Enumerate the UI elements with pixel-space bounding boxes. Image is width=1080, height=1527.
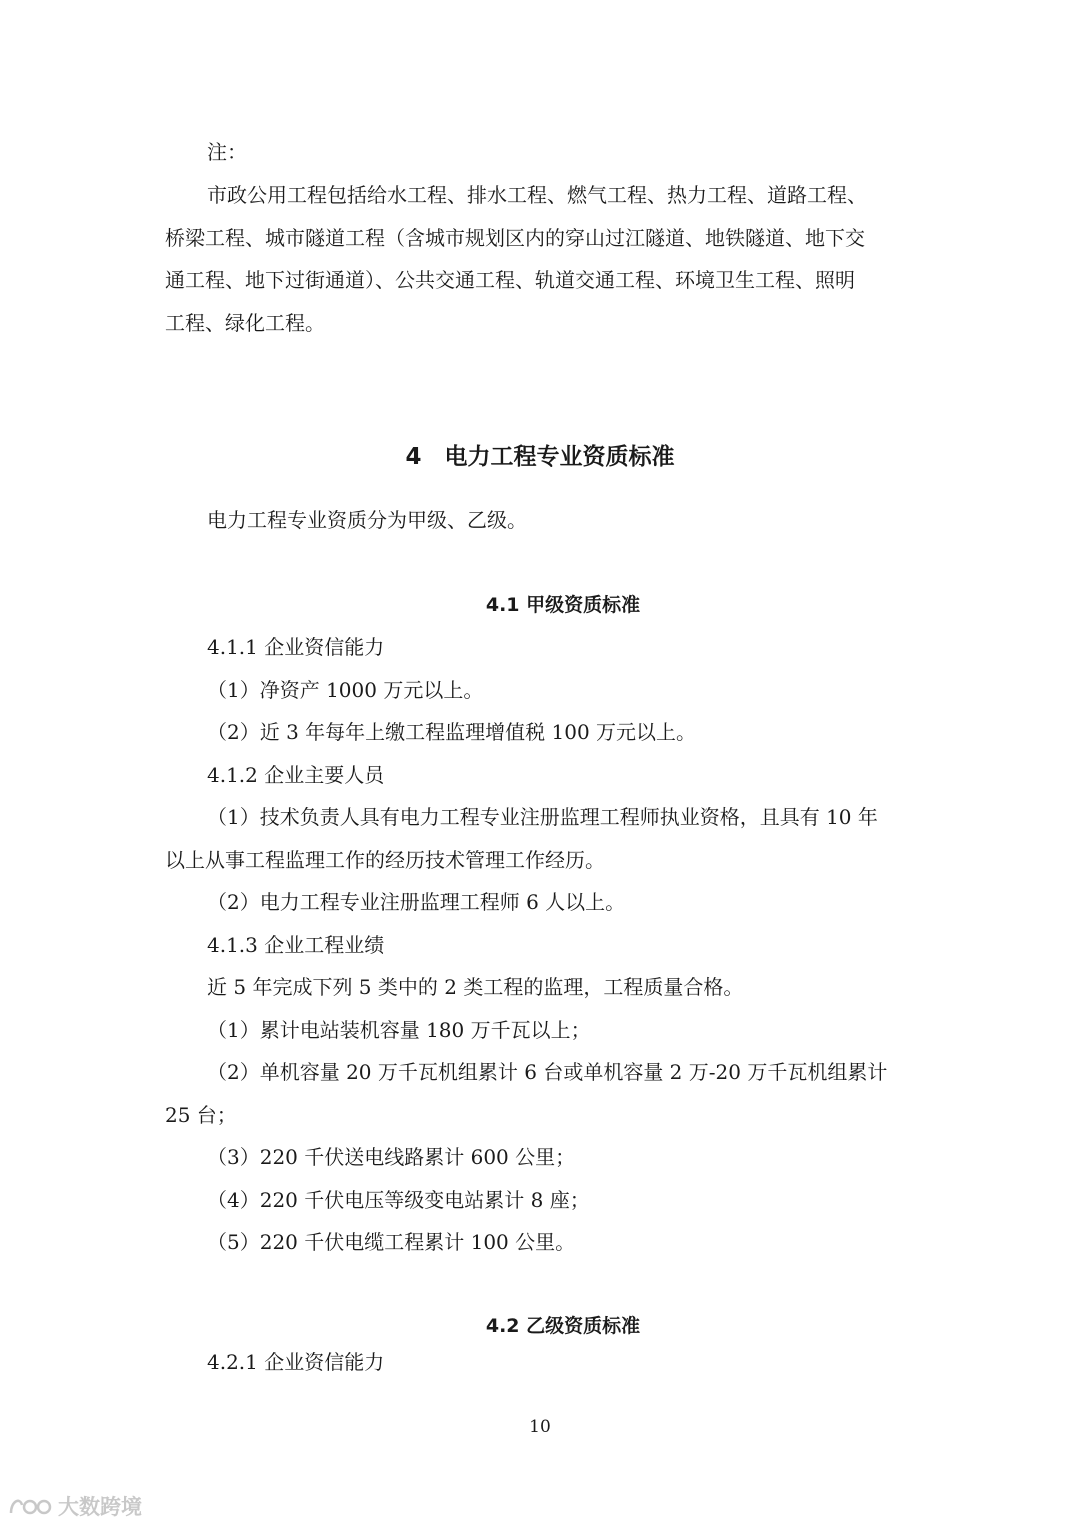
note-line-1: 市政公用工程包括给水工程、排水工程、燃气工程、热力工程、道路工程、 xyxy=(207,183,867,207)
page-number: 10 xyxy=(529,1417,551,1437)
section-4-2-1-title: 4.2.1 企业资信能力 xyxy=(207,1350,385,1374)
section-4-1-3-item-4: （4）220 千伏电压等级变电站累计 8 座； xyxy=(207,1188,590,1212)
section-4-1-2-item-1-line-2: 以上从事工程监理工作的经历技术管理工作经历。 xyxy=(165,848,605,872)
watermark-text: 大数跨境 xyxy=(58,1495,142,1519)
note-line-4: 工程、绿化工程。 xyxy=(165,311,325,335)
note-line-3: 通工程、地下过街通道）、公共交通工程、轨道交通工程、环境卫生工程、照明 xyxy=(165,268,855,292)
note-label: 注： xyxy=(207,140,247,164)
section-4-1-3-item-5: （5）220 千伏电缆工程累计 100 公里。 xyxy=(207,1230,576,1254)
logo-icon xyxy=(8,1493,54,1519)
section-4-1-2-title: 4.1.2 企业主要人员 xyxy=(207,763,385,787)
section-4-1-3-item-3: （3）220 千伏送电线路累计 600 公里； xyxy=(207,1145,576,1169)
section-4-1-1-title: 4.1.1 企业资信能力 xyxy=(207,635,385,659)
section-4-1-3-item-2-line-1: （2）单机容量 20 万千瓦机组累计 6 台或单机容量 2 万-20 万千瓦机组累计 xyxy=(207,1060,888,1084)
section-4-2-heading: 4.2 乙级资质标准 xyxy=(485,1315,641,1337)
section-4-intro: 电力工程专业资质分为甲级、乙级。 xyxy=(207,508,527,532)
section-4-1-1-item-2: （2）近 3 年每年上缴工程监理增值税 100 万元以上。 xyxy=(207,720,697,744)
section-4-1-3-item-1: （1）累计电站装机容量 180 万千瓦以上； xyxy=(207,1018,591,1042)
section-4-1-1-item-1: （1）净资产 1000 万元以上。 xyxy=(207,678,484,702)
note-line-2: 桥梁工程、城市隧道工程（含城市规划区内的穿山过江隧道、地铁隧道、地下交 xyxy=(165,226,865,250)
section-4-1-heading: 4.1 甲级资质标准 xyxy=(485,594,641,616)
section-4-1-2-item-2: （2）电力工程专业注册监理工程师 6 人以上。 xyxy=(207,890,626,914)
section-4-heading: 4 电力工程专业资质标准 xyxy=(405,444,675,470)
watermark xyxy=(8,1491,142,1521)
section-4-1-3-title: 4.1.3 企业工程业绩 xyxy=(207,933,385,957)
section-4-1-2-item-1-line-1: （1）技术负责人具有电力工程专业注册监理工程师执业资格，且具有 10 年 xyxy=(207,805,878,829)
section-4-1-3-intro: 近 5 年完成下列 5 类中的 2 类工程的监理，工程质量合格。 xyxy=(207,975,744,999)
section-4-1-3-item-2-line-2: 25 台； xyxy=(165,1103,237,1127)
